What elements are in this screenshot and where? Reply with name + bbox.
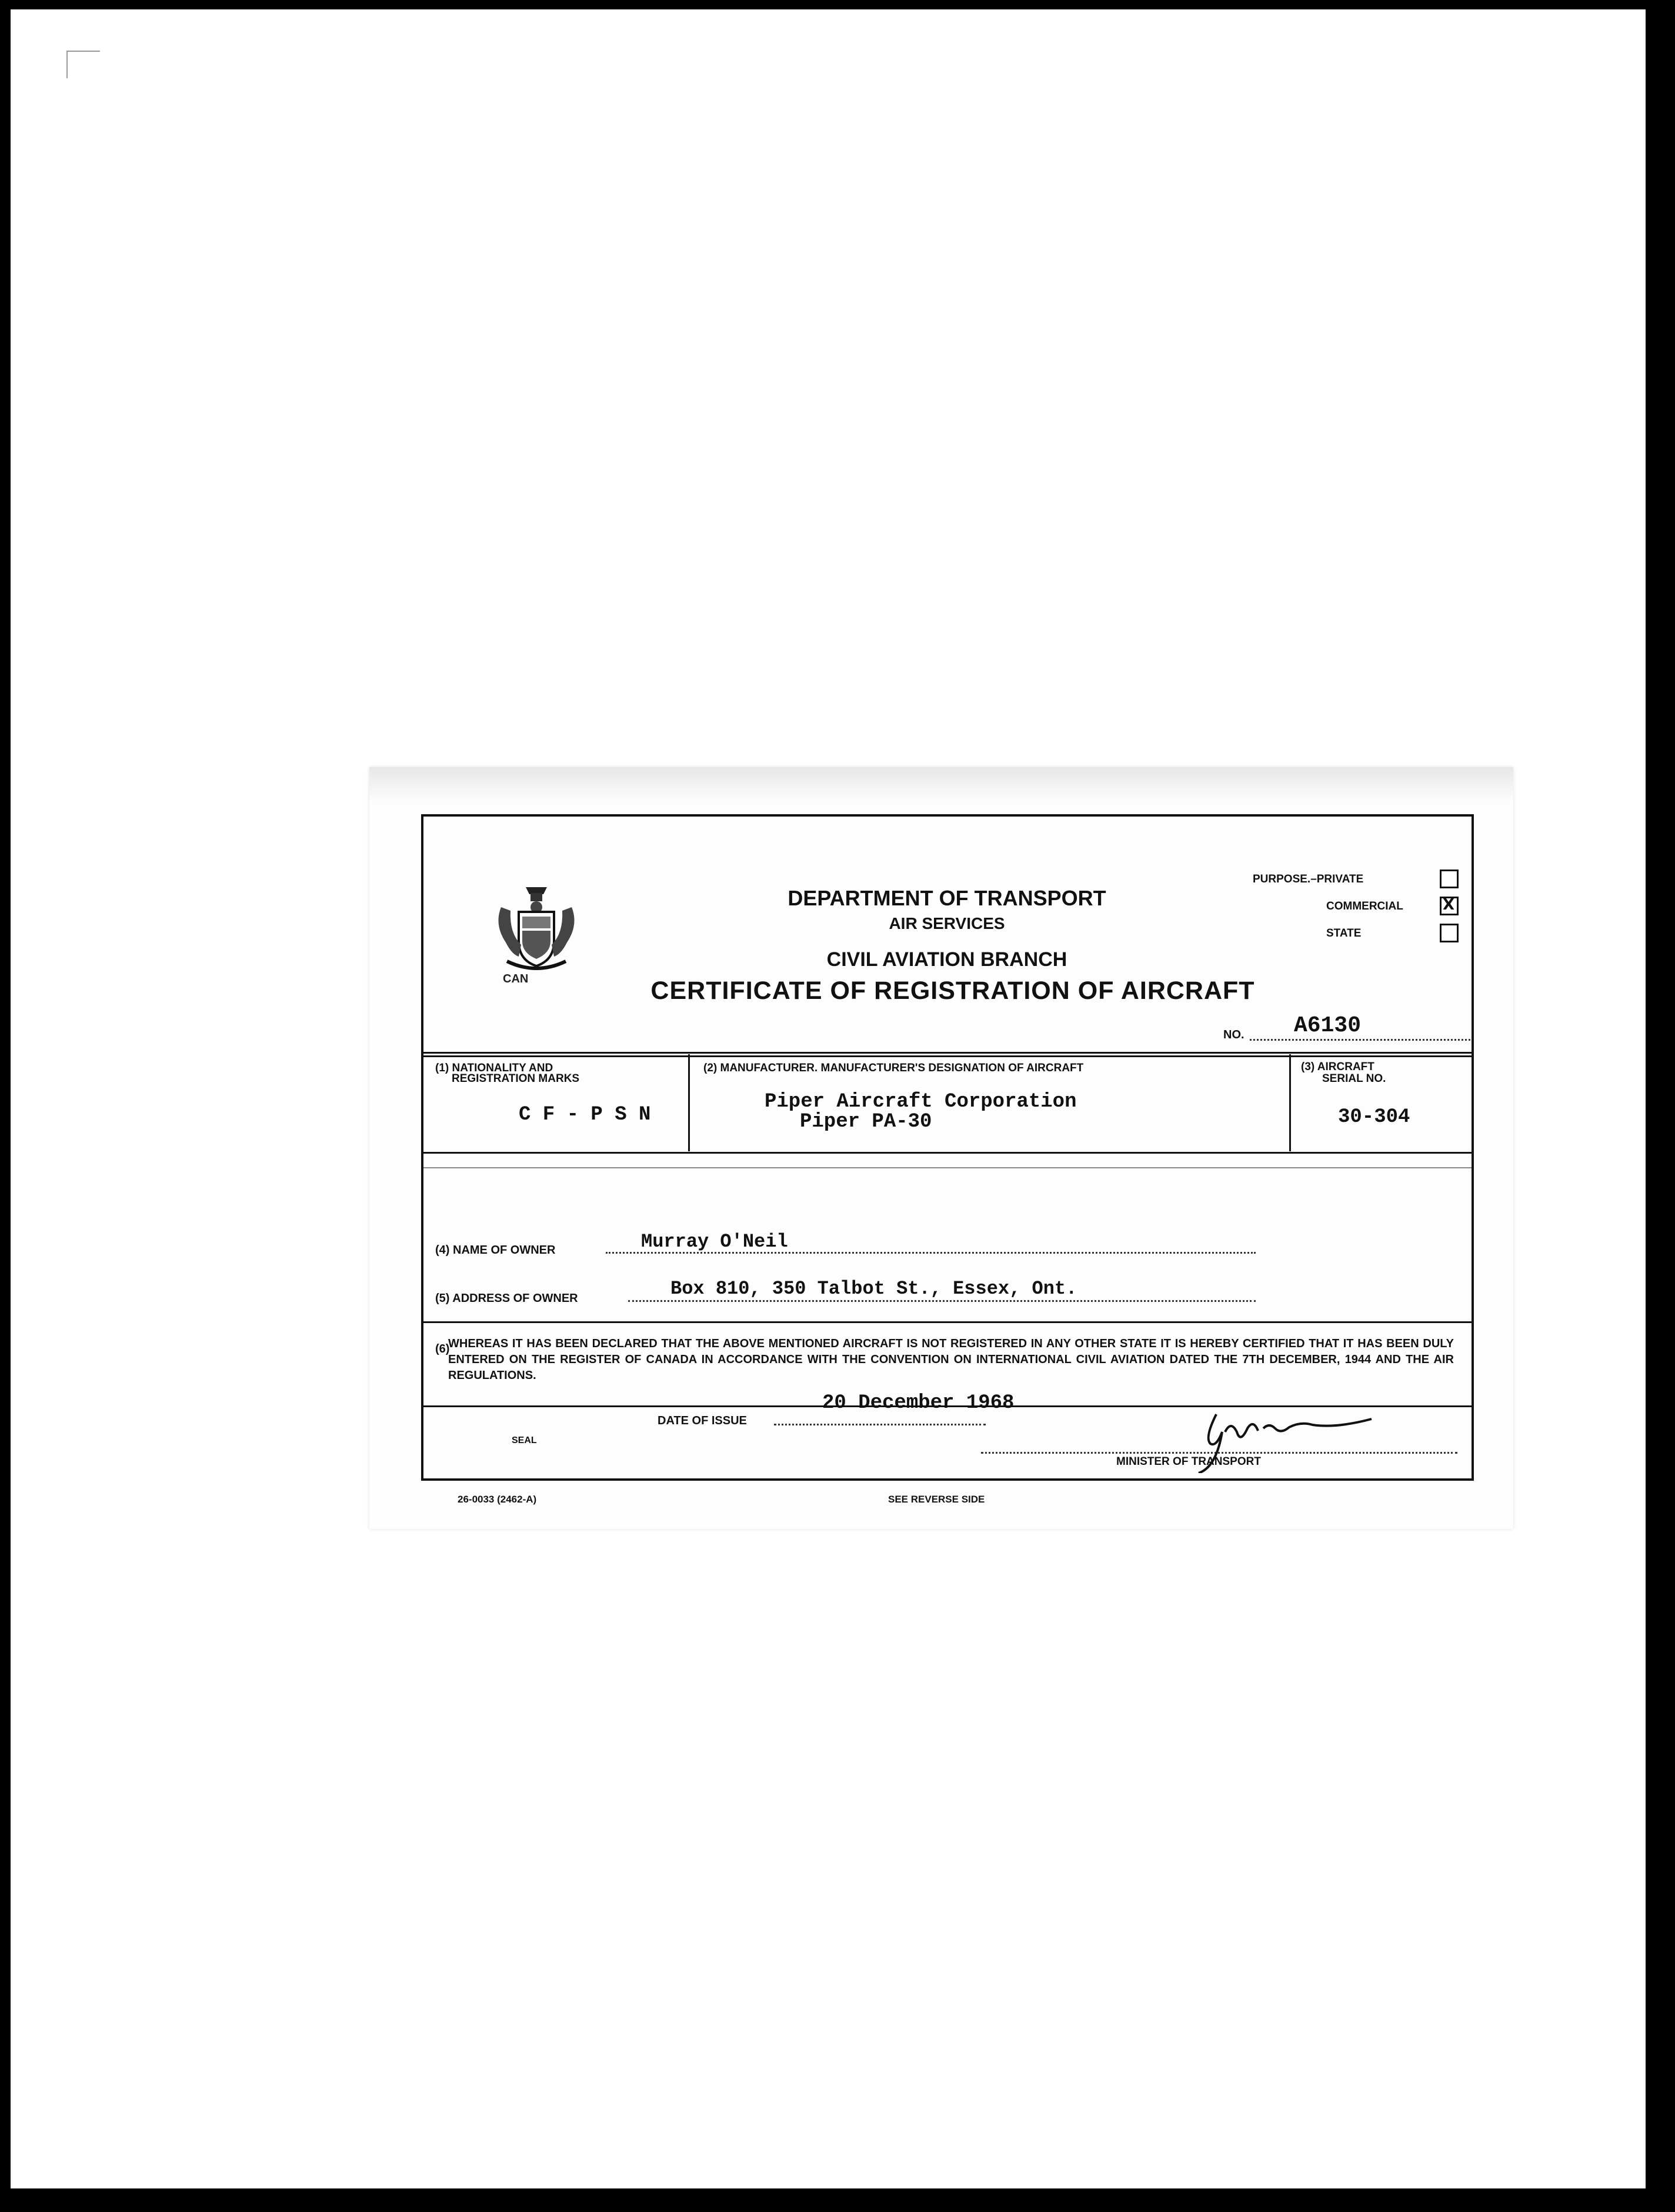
serial-number-value: 30-304	[1338, 1106, 1410, 1128]
owner-address-value: Box 810, 350 Talbot St., Essex, Ont.	[670, 1278, 1077, 1300]
manufacturer-value: Piper Aircraft Corporation	[765, 1091, 1077, 1113]
whereas-declaration: WHEREAS IT HAS BEEN DECLARED THAT THE ABOVE MENTIONED AIRCRAFT IS NOT REGISTERED IN ANY OTHER STATE IT IS HEREBY CERTIFIED THAT IT HAS BEEN DULY ENTERED ON THE REGISTER OF CANADA IN ACCORDANCE WITH THE CONVENTION ON INTERNATIONAL CIVIL AVIATION DATED THE 7TH DECEMBER, 1944 AND THE AIR REGULATIONS.	[448, 1337, 1454, 1382]
scan-corner-mark	[66, 51, 100, 78]
scanned-page	[11, 9, 1646, 2188]
purpose-state-label: STATE	[1326, 927, 1362, 940]
owner-name-label: (4) NAME OF OWNER	[435, 1244, 556, 1257]
registration-certificate	[369, 767, 1513, 1529]
crest-caption: CAN	[503, 972, 529, 985]
table-bottom-rule	[423, 1152, 1472, 1154]
registration-marks-value: C F - P S N	[519, 1104, 651, 1126]
section-rule	[423, 1167, 1472, 1168]
minister-signature	[1169, 1408, 1422, 1473]
whereas-top-rule	[423, 1321, 1472, 1323]
table-top-rule-inner	[423, 1055, 1472, 1057]
private-checkbox	[1440, 870, 1459, 888]
air-services-heading: AIR SERVICES	[889, 914, 1005, 932]
see-reverse-note: SEE REVERSE SIDE	[888, 1494, 985, 1505]
purpose-private-label: PURPOSE.–PRIVATE	[1253, 873, 1364, 885]
column-divider-1	[688, 1054, 690, 1151]
manufacturer-label: (2) MANUFACTURER. MANUFACTURER'S DESIGNATION OF AIRCRAFT	[703, 1062, 1084, 1074]
date-of-issue-line	[774, 1424, 986, 1425]
serial-label-line2: SERIAL NO.	[1322, 1072, 1386, 1085]
column-divider-2	[1289, 1054, 1291, 1151]
whereas-number: (6)	[435, 1342, 450, 1355]
date-of-issue-value: 20 December 1968	[822, 1392, 1015, 1414]
nationality-label-line2: REGISTRATION MARKS	[452, 1072, 580, 1085]
commercial-checkbox	[1440, 897, 1459, 915]
certificate-title: CERTIFICATE OF REGISTRATION OF AIRCRAFT	[650, 977, 1255, 1005]
certificate-number-line	[1250, 1039, 1470, 1041]
department-heading: DEPARTMENT OF TRANSPORT	[788, 886, 1106, 910]
form-number: 26-0033 (2462-A)	[458, 1494, 537, 1505]
certificate-number-value: A6130	[1294, 1013, 1362, 1038]
seal-label: SEAL	[512, 1435, 537, 1445]
coat-of-arms-icon	[489, 884, 583, 978]
minister-label: MINISTER OF TRANSPORT	[1116, 1455, 1261, 1468]
table-top-rule	[423, 1052, 1472, 1054]
commercial-check-mark: X	[1443, 896, 1455, 914]
nationality-label-line1: (1) NATIONALITY AND	[435, 1062, 553, 1074]
owner-address-label: (5) ADDRESS OF OWNER	[435, 1292, 578, 1305]
serial-label-line1: (3) AIRCRAFT	[1301, 1061, 1374, 1073]
card-top-shadow	[369, 767, 1513, 802]
owner-address-line	[628, 1300, 1256, 1302]
owner-name-value: Murray O'Neil	[641, 1231, 788, 1252]
certificate-number-label: NO.	[1223, 1028, 1244, 1041]
purpose-commercial-label: COMMERCIAL	[1326, 900, 1403, 912]
aircraft-designation-value: Piper PA-30	[800, 1111, 932, 1133]
date-of-issue-label: DATE OF ISSUE	[658, 1414, 747, 1427]
branch-heading: CIVIL AVIATION BRANCH	[826, 948, 1067, 971]
state-checkbox	[1440, 924, 1459, 942]
